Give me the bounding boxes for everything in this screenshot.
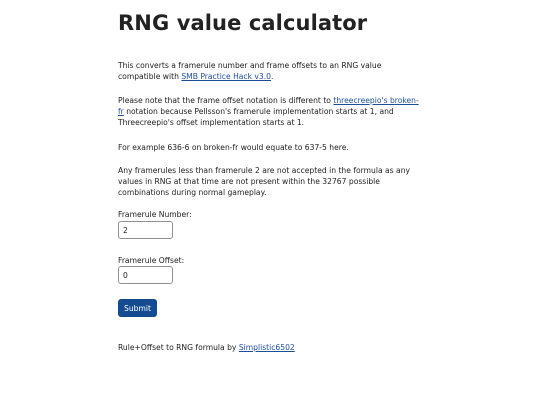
practice-hack-link[interactable]: SMB Practice Hack v3.0: [181, 72, 271, 82]
intro-suffix: .: [271, 72, 274, 82]
framerule-offset-label: Framerule Offset:: [118, 256, 185, 265]
broken-fr-link[interactable]: threecreepio's broken-fr: [118, 96, 419, 117]
submit-button[interactable]: Submit: [118, 299, 157, 317]
note-paragraph: [118, 95, 423, 129]
framerule-offset-input[interactable]: [118, 266, 173, 284]
page-title: RNG value calculator: [118, 11, 368, 35]
note-text-after: notation because Pellsson's framerule implementation starts at 1, and Threecreepio's offset implementation starts at 1.: [118, 107, 394, 128]
example-paragraph: For example 636-6 on broken-fr would equate to 637-5 here.: [118, 143, 349, 152]
note-text-before: Please note that the frame offset notation is different to: [118, 96, 334, 105]
footer-text: Rule+Offset to RNG formula by: [118, 343, 239, 352]
simplistic6502-link[interactable]: Simplistic6502: [238, 343, 295, 352]
framerule-number-label: Framerule Number:: [118, 210, 192, 219]
intro-paragraph: [118, 60, 423, 82]
framerule-number-input[interactable]: [118, 221, 173, 239]
intro-text: This converts a framerule number and frame offsets to an RNG value compatible with: [118, 61, 382, 82]
footer-credit: [118, 342, 423, 353]
warning-paragraph: Any framerules less than framerule 2 are not accepted in the formula as any values in RNG at that time are not present within the 32767 possible combinations during normal gameplay.: [118, 166, 411, 198]
